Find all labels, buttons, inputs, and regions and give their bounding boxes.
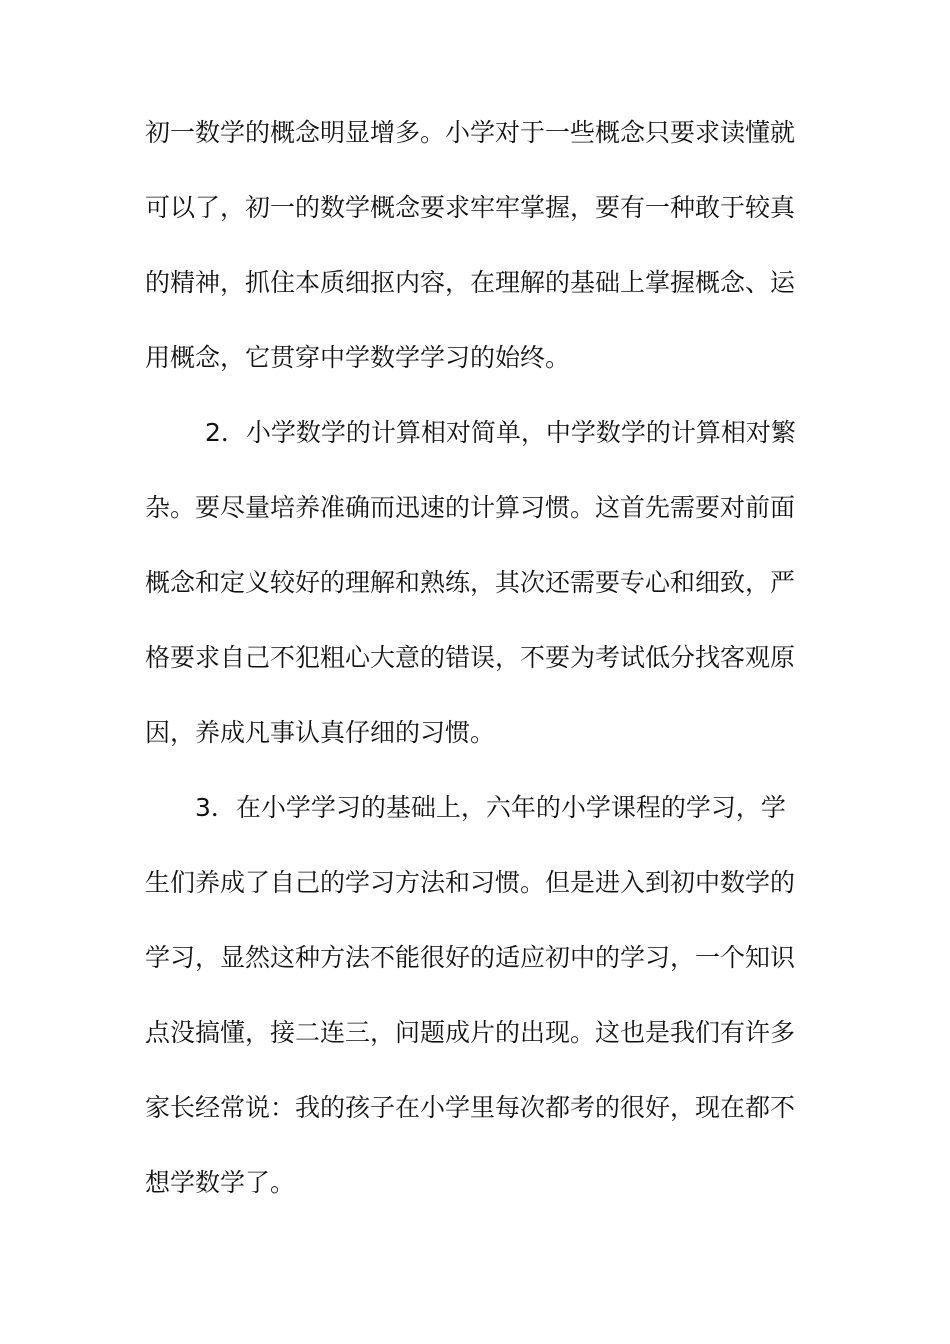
paragraph-line: 2．小学数学的计算相对简单，中学数学的计算相对繁 xyxy=(205,418,796,447)
paragraph-line: 3．在小学学习的基础上，六年的小学课程的学习，学 xyxy=(195,793,786,822)
document-body xyxy=(145,95,810,1220)
paragraph-line: 概念和定义较好的理解和熟练，其次还需要专心和细致，严 xyxy=(145,568,796,597)
paragraph-line: 想学数学了。 xyxy=(145,1168,296,1197)
paragraph-line: 初一数学的概念明显增多。小学对于一些概念只要求读懂就 xyxy=(145,118,796,147)
paragraph-line: 格要求自己不犯粗心大意的错误，不要为考试低分找客观原 xyxy=(145,643,796,672)
paragraph-line: 可以了，初一的数学概念要求牢牢掌握，要有一种敢于较真 xyxy=(145,193,796,222)
paragraph-line: 因，养成凡事认真仔细的习惯。 xyxy=(145,718,496,747)
paragraph-line: 用概念，它贯穿中学数学学习的始终。 xyxy=(145,343,571,372)
paragraph-line: 家长经常说：我的孩子在小学里每次都考的很好，现在都不 xyxy=(145,1093,796,1122)
paragraph-line: 生们养成了自己的学习方法和习惯。但是进入到初中数学的 xyxy=(145,868,796,897)
paragraph-line: 点没搞懂，接二连三，问题成片的出现。这也是我们有许多 xyxy=(145,1018,796,1047)
paragraph-line: 学习，显然这种方法不能很好的适应初中的学习，一个知识 xyxy=(145,943,796,972)
paragraph-line: 的精神，抓住本质细抠内容，在理解的基础上掌握概念、运 xyxy=(145,268,796,297)
paragraph-line: 杂。要尽量培养准确而迅速的计算习惯。这首先需要对前面 xyxy=(145,493,796,522)
